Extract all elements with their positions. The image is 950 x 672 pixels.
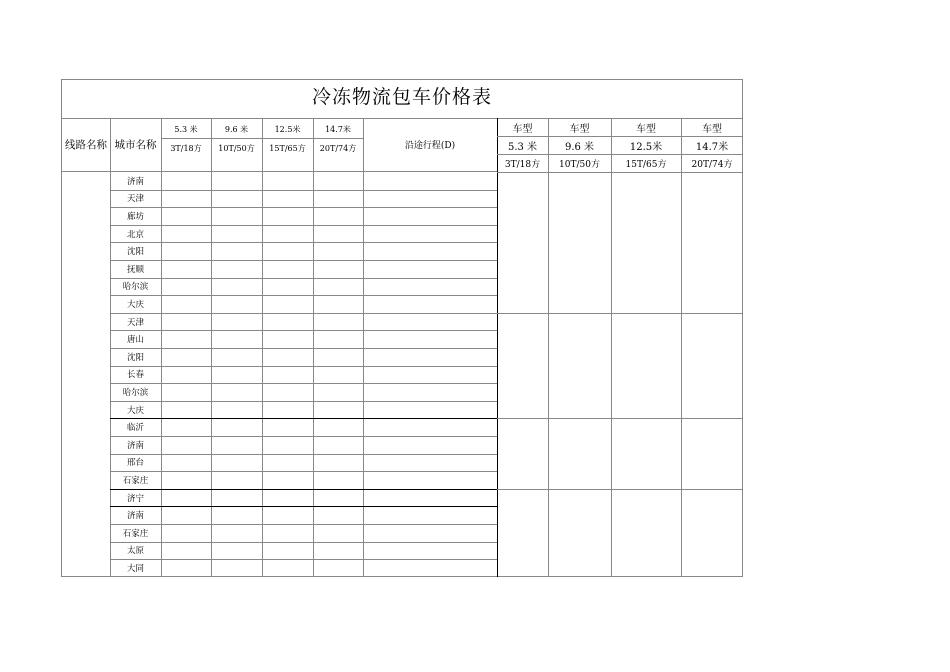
grid-line <box>497 313 743 314</box>
city-cell: 沈阳 <box>126 247 144 258</box>
right-vehicle-length-2: 12.5米 <box>629 141 663 153</box>
right-vehicle-type-0: 车型 <box>512 123 533 135</box>
vehicle-capacity-3: 20T/74方 <box>319 144 357 153</box>
grid-line <box>110 471 497 472</box>
city-cell: 哈尔滨 <box>122 387 149 398</box>
right-vehicle-capacity-1: 10T/50方 <box>559 159 600 170</box>
grid-line <box>110 207 497 208</box>
grid-line <box>110 260 497 261</box>
grid-line <box>110 506 497 507</box>
vehicle-length-2: 12.5米 <box>274 124 301 134</box>
city-cell: 天津 <box>126 194 144 205</box>
header-city-name: 城市名称 <box>114 139 157 151</box>
city-cell: 济宁 <box>126 493 144 504</box>
right-vehicle-type-3: 车型 <box>702 123 722 135</box>
city-cell: 抚顺 <box>126 264 144 275</box>
vehicle-length-0: 5.3 米 <box>174 124 198 134</box>
city-cell: 太原 <box>126 546 144 557</box>
grid-line <box>681 118 682 577</box>
price-table-sheet <box>61 79 743 577</box>
right-vehicle-capacity-0: 3T/18方 <box>504 159 541 170</box>
grid-line <box>110 313 497 314</box>
grid-line <box>497 172 743 173</box>
city-cell: 大庆 <box>126 405 144 416</box>
header-route-name: 线路名称 <box>65 139 107 151</box>
vehicle-capacity-0: 3T/18方 <box>170 144 202 153</box>
grid-line <box>110 242 497 243</box>
grid-line <box>110 383 497 384</box>
grid-line <box>110 190 497 191</box>
city-cell: 大同 <box>126 563 144 574</box>
right-vehicle-length-0: 5.3 米 <box>507 141 538 153</box>
city-cell: 廊坊 <box>126 211 144 222</box>
city-cell: 石家庄 <box>122 528 149 539</box>
right-vehicle-capacity-3: 20T/74方 <box>691 159 733 170</box>
grid-line <box>497 154 743 155</box>
grid-line <box>110 366 497 367</box>
right-vehicle-type-2: 车型 <box>636 123 656 135</box>
right-vehicle-length-3: 14.7米 <box>695 141 729 153</box>
grid-line <box>110 454 497 455</box>
right-vehicle-type-1: 车型 <box>569 123 590 135</box>
grid-line <box>110 348 497 349</box>
vehicle-capacity-1: 10T/50方 <box>218 144 255 153</box>
city-cell: 济南 <box>126 511 144 522</box>
grid-line <box>548 118 549 577</box>
city-cell: 临沂 <box>126 423 144 434</box>
city-cell: 沈阳 <box>126 352 144 363</box>
grid-line <box>110 418 497 419</box>
grid-line <box>110 278 497 279</box>
city-cell: 大庆 <box>126 299 144 310</box>
grid-line <box>497 418 743 419</box>
grid-line <box>110 542 497 543</box>
grid-line <box>110 436 497 437</box>
grid-line <box>110 489 497 490</box>
grid-line <box>611 118 612 577</box>
city-cell: 邢台 <box>126 458 144 469</box>
city-cell: 石家庄 <box>122 475 149 486</box>
grid-line <box>110 559 497 560</box>
page-title: 冷冻物流包车价格表 <box>62 80 742 119</box>
right-vehicle-length-1: 9.6 米 <box>564 141 595 153</box>
grid-line <box>110 524 497 525</box>
grid-line <box>497 489 743 490</box>
grid-line <box>497 118 498 577</box>
vehicle-length-3: 14.7米 <box>325 124 351 134</box>
header-along-route: 沿途行程(D) <box>404 141 456 151</box>
city-cell: 长春 <box>126 370 144 381</box>
grid-line <box>110 401 497 402</box>
vehicle-length-1: 9.6 米 <box>224 124 249 134</box>
city-cell: 天津 <box>126 317 144 328</box>
city-cell: 济南 <box>126 440 144 451</box>
grid-line <box>110 330 497 331</box>
city-cell: 北京 <box>126 229 144 240</box>
vehicle-capacity-2: 15T/65方 <box>269 144 306 153</box>
city-cell: 哈尔滨 <box>122 282 149 293</box>
grid-line <box>110 295 497 296</box>
grid-line <box>161 138 363 139</box>
city-cell: 济南 <box>126 176 144 187</box>
grid-line <box>497 136 743 137</box>
city-cell: 唐山 <box>126 335 144 346</box>
grid-line <box>110 225 497 226</box>
right-vehicle-capacity-2: 15T/65方 <box>625 159 667 170</box>
